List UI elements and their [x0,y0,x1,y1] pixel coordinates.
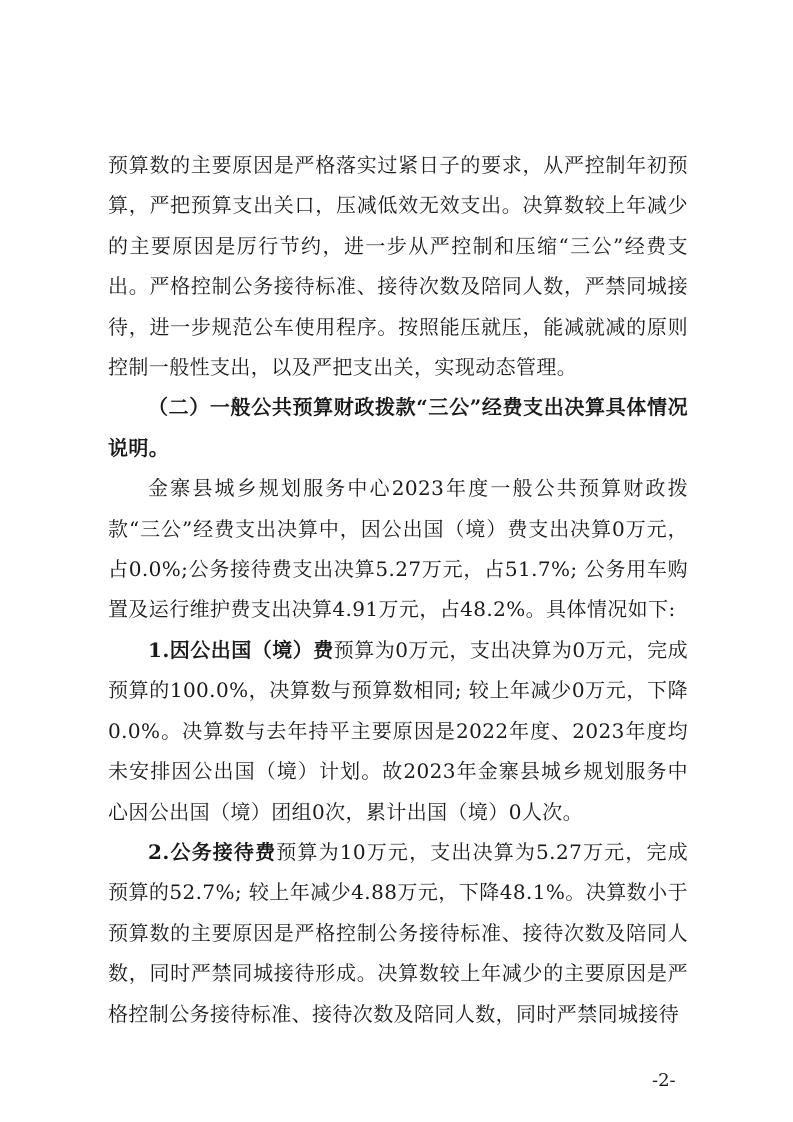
section-heading [108,387,688,468]
paragraph-lead: 1.因公出国（境）费 [148,637,334,662]
paragraph-lead: 2.公务接待费 [148,839,277,864]
paragraph-overseas-expense [108,630,688,832]
paragraph-text: 预算数的主要原因是严格落实过紧日子的要求，从严控制年初预算，严把预算支出关口，压减低效无效支出。决算数较上年减少的主要原因是厉行节约，进一步从严控制和压缩“三公”经费支出。严格控制公务接待标准、接待次数及陪同人数，严禁同城接待，进一步规范公车使用程序。按照能压就压，能减就减的原则控制一般性支出，以及严把支出关，实现动态管理。 [108,153,688,380]
paragraph-text: 预算为10万元，支出决算为5.27万元，完成预算的52.7%; 较上年减少4.88万元，下降48.1%。决算数小于预算数的主要原因是严格控制公务接待标准、接待次数及陪同人数，同时严禁同城接待形成。决算数较上年减少的主要原因是严格控制公务接待标准、接待次数及陪同人数，同时严禁同城接待 [108,839,689,1026]
document-body [108,145,688,1034]
paragraph-reception-expense [108,832,688,1034]
paragraph-summary [108,468,688,630]
paragraph-text: 金寨县城乡规划服务中心2023年度一般公共预算财政拨款“三公”经费支出决算中，因公出国（境）费支出决算0万元，占0.0%;公务接待费支出决算5.27万元，占51.7%; 公务用车购置及运行维护费支出决算4.91万元，占48.2%。具体情况如下: [108,476,688,622]
section-heading-text: （二）一般公共预算财政拨款“三公”经费支出决算具体情况说明。 [108,395,688,460]
paragraph-text: 预算为0万元，支出决算为0万元，完成预算的100.0%，决算数与预算数相同; 较上年减少0万元，下降0.0%。决算数与去年持平主要原因是2022年度、2023年度均未安排因公出国（境）计划。故2023年金寨县城乡规划服务中心因公出国（境）团组0次，累计出国（境）0人次。 [108,637,688,824]
page-number: -2- [652,1070,676,1091]
paragraph-continuation [108,145,688,387]
